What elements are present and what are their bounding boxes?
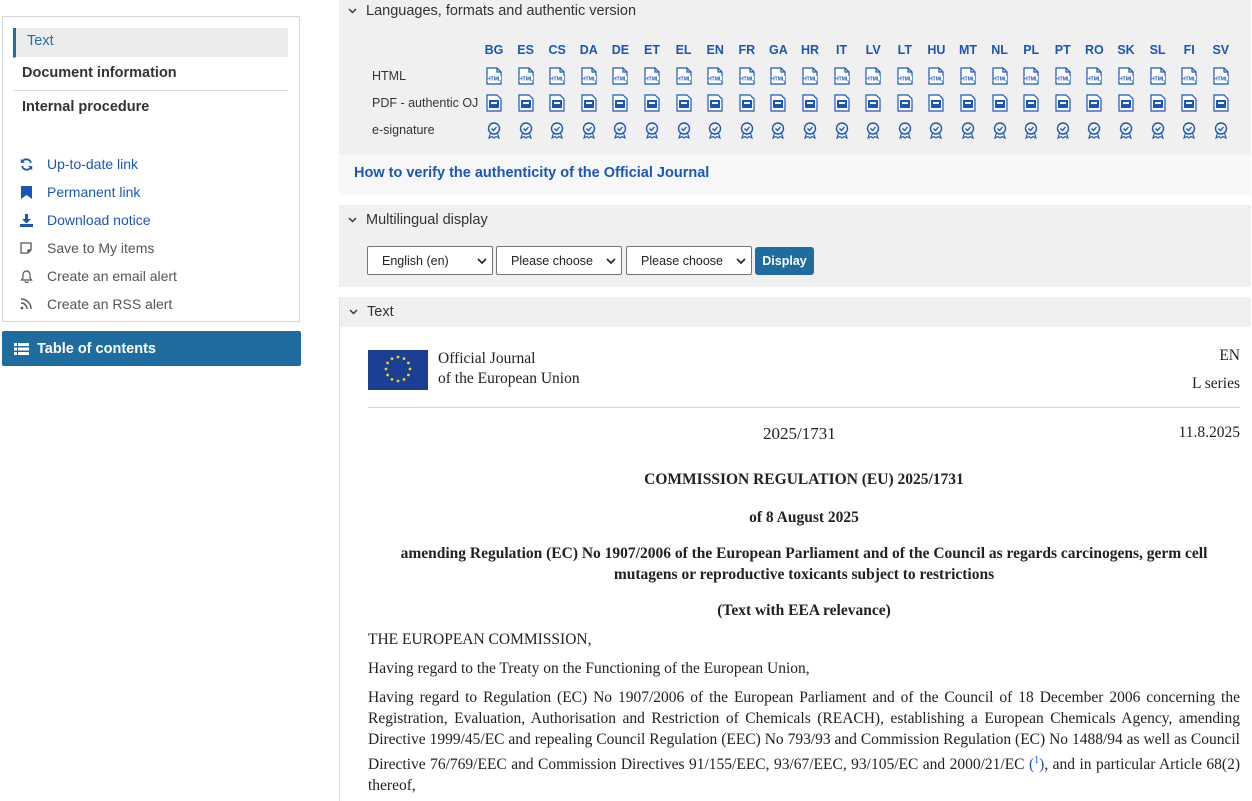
regulation-date: of 8 August 2025 bbox=[749, 509, 859, 526]
download-icon bbox=[19, 213, 33, 227]
svg-text:HTML: HTML bbox=[676, 76, 691, 83]
oj-title-line2: of the European Union bbox=[438, 370, 580, 387]
create-rss-alert-label: Create an RSS alert bbox=[47, 296, 173, 312]
refresh-icon bbox=[19, 157, 33, 171]
pdf-icon[interactable] bbox=[706, 94, 724, 112]
html-icon[interactable] bbox=[706, 67, 724, 85]
svg-text:HTML: HTML bbox=[834, 76, 849, 83]
lang-code-sk[interactable]: SK bbox=[1117, 43, 1135, 57]
pdf-icon[interactable] bbox=[801, 94, 819, 112]
pdf-icon[interactable] bbox=[517, 94, 535, 112]
svg-text:HTML: HTML bbox=[1150, 76, 1165, 83]
sidebar bbox=[2, 16, 300, 322]
oj-date: 11.8.2025 bbox=[1178, 424, 1240, 441]
esignature-icon[interactable] bbox=[738, 121, 756, 139]
paragraph-reach bbox=[368, 687, 1240, 796]
sidebar-item-internal-procedure[interactable]: Internal procedure bbox=[22, 99, 150, 115]
pdf-icon[interactable] bbox=[1180, 94, 1198, 112]
svg-text:HTML: HTML bbox=[581, 76, 596, 83]
display-button[interactable]: Display bbox=[755, 247, 814, 275]
lang-code-fi[interactable]: FI bbox=[1183, 43, 1195, 57]
svg-text:HTML: HTML bbox=[1024, 76, 1039, 83]
regulation-subject: amending Regulation (EC) No 1907/2006 of the European Parliament and of the Council as regards carcinogens, germ cell mutagens or reproductive toxicants subject to restrictions bbox=[400, 545, 1208, 583]
permanent-link-label: Permanent link bbox=[47, 184, 141, 200]
chevron-down-icon bbox=[349, 309, 359, 315]
esignature-icon[interactable] bbox=[864, 121, 882, 139]
footnote-close: ) bbox=[1039, 756, 1045, 774]
esignature-icon[interactable] bbox=[611, 121, 629, 139]
pdf-icon[interactable] bbox=[991, 94, 1009, 112]
row-label-pdf: PDF - authentic OJ bbox=[372, 96, 479, 110]
bell-icon bbox=[19, 269, 33, 283]
paragraph-treaty: Having regard to the Treaty on the Functioning of the European Union, bbox=[368, 660, 810, 677]
esignature-icon[interactable] bbox=[896, 121, 914, 139]
download-notice[interactable] bbox=[19, 206, 299, 234]
oj-number: 2025/1731 bbox=[763, 424, 836, 443]
pdf-icon[interactable] bbox=[580, 94, 598, 112]
html-icon[interactable] bbox=[611, 67, 629, 85]
esignature-icon[interactable] bbox=[643, 121, 661, 139]
svg-text:HTML: HTML bbox=[992, 76, 1007, 83]
html-icon[interactable] bbox=[517, 67, 535, 85]
chevron-down-icon bbox=[736, 255, 746, 269]
language-select-3[interactable] bbox=[626, 246, 752, 275]
chevron-down-icon bbox=[348, 217, 358, 223]
text-panel-title: Text bbox=[367, 304, 394, 320]
paragraph-reach-tail: , and in particular Article 68(2) thereof, bbox=[368, 756, 1241, 795]
lang-code-es[interactable]: ES bbox=[517, 43, 534, 57]
svg-text:HTML: HTML bbox=[645, 76, 659, 83]
esignature-icon[interactable] bbox=[580, 121, 598, 139]
esignature-icon[interactable] bbox=[833, 121, 851, 139]
html-icon[interactable] bbox=[485, 67, 503, 85]
paragraph-commission: THE EUROPEAN COMMISSION, bbox=[368, 631, 592, 648]
html-icon[interactable] bbox=[643, 67, 661, 85]
save-to-my-items-label: Save to My items bbox=[47, 240, 155, 256]
lang-code-bg[interactable]: BG bbox=[484, 43, 504, 57]
svg-text:HTML: HTML bbox=[550, 76, 565, 83]
lang-code-sv[interactable]: SV bbox=[1212, 43, 1230, 57]
html-icon[interactable] bbox=[1054, 67, 1072, 85]
esignature-icon[interactable] bbox=[927, 121, 945, 139]
save-to-my-items[interactable] bbox=[19, 234, 299, 262]
lang-code-mt[interactable]: MT bbox=[958, 43, 978, 57]
html-icon[interactable] bbox=[1085, 67, 1103, 85]
eea-relevance: (Text with EEA relevance) bbox=[717, 602, 891, 619]
languages-panel-title: Languages, formats and authentic version bbox=[366, 2, 637, 19]
svg-text:HTML: HTML bbox=[866, 76, 881, 83]
pdf-icon[interactable] bbox=[959, 94, 977, 112]
create-email-alert-label: Create an email alert bbox=[47, 268, 177, 284]
languages-panel bbox=[339, 0, 1251, 195]
pdf-icon[interactable] bbox=[864, 94, 882, 112]
html-icon[interactable] bbox=[738, 67, 756, 85]
html-icon[interactable] bbox=[833, 67, 851, 85]
svg-text:HTML: HTML bbox=[487, 76, 501, 83]
html-icon[interactable] bbox=[1212, 67, 1230, 85]
oj-title bbox=[438, 349, 580, 389]
regulation-title: COMMISSION REGULATION (EU) 2025/1731 bbox=[644, 471, 964, 488]
pdf-icon[interactable] bbox=[643, 94, 661, 112]
permanent-link[interactable] bbox=[19, 178, 299, 206]
svg-text:HTML: HTML bbox=[1213, 76, 1228, 83]
esignature-icon[interactable] bbox=[1117, 121, 1135, 139]
html-icon[interactable] bbox=[1180, 67, 1198, 85]
eu-flag-icon bbox=[368, 350, 428, 390]
svg-text:HTML: HTML bbox=[1119, 76, 1133, 83]
lang-code-da[interactable]: DA bbox=[579, 43, 598, 57]
esignature-icon[interactable] bbox=[1149, 121, 1167, 139]
html-icon[interactable] bbox=[959, 67, 977, 85]
sidebar-item-text[interactable]: Text bbox=[13, 28, 288, 58]
html-icon[interactable] bbox=[1149, 67, 1167, 85]
pdf-icon[interactable] bbox=[1149, 94, 1167, 112]
chevron-down-icon bbox=[477, 255, 487, 269]
language-select-2[interactable] bbox=[496, 246, 622, 275]
language-select-1[interactable] bbox=[367, 246, 493, 275]
lang-code-cs[interactable]: CS bbox=[548, 43, 566, 57]
footnote-link[interactable] bbox=[1029, 756, 1044, 773]
table-of-contents-label: Table of contents bbox=[37, 340, 156, 357]
esignature-icon[interactable] bbox=[706, 121, 724, 139]
svg-text:HTML: HTML bbox=[771, 76, 786, 83]
multilingual-panel bbox=[339, 205, 1251, 287]
chevron-down-icon bbox=[348, 8, 358, 14]
html-icon[interactable] bbox=[896, 67, 914, 85]
up-to-date-link-label: Up-to-date link bbox=[47, 156, 139, 172]
lang-code-ro[interactable]: RO bbox=[1085, 43, 1104, 57]
lang-code-sl[interactable]: SL bbox=[1149, 43, 1166, 57]
languages-panel-header[interactable] bbox=[339, 0, 1251, 21]
pdf-icon[interactable] bbox=[1212, 94, 1230, 112]
pdf-icon[interactable] bbox=[1054, 94, 1072, 112]
text-panel bbox=[339, 297, 1251, 801]
esignature-icon[interactable] bbox=[959, 121, 977, 139]
language-select-1-value: English (en) bbox=[382, 253, 449, 268]
chevron-down-icon bbox=[606, 255, 616, 269]
html-icon[interactable] bbox=[801, 67, 819, 85]
esignature-icon[interactable] bbox=[485, 121, 503, 139]
svg-text:HTML: HTML bbox=[897, 76, 912, 83]
footnote-open: ( bbox=[1028, 756, 1035, 774]
esignature-icon[interactable] bbox=[517, 121, 535, 139]
esignature-icon[interactable] bbox=[1085, 121, 1103, 139]
table-of-contents-button[interactable] bbox=[2, 331, 301, 366]
pdf-icon[interactable] bbox=[896, 94, 914, 112]
svg-text:HTML: HTML bbox=[1087, 76, 1102, 83]
pdf-icon[interactable] bbox=[485, 94, 503, 112]
verify-authenticity-link[interactable]: How to verify the authenticity of the Official Journal bbox=[354, 165, 710, 181]
lang-code-el[interactable]: EL bbox=[675, 43, 692, 57]
svg-text:HTML: HTML bbox=[708, 76, 723, 83]
text-panel-header[interactable] bbox=[340, 297, 1251, 327]
oj-language: EN bbox=[1219, 347, 1240, 364]
language-select-3-value: Please choose bbox=[641, 253, 724, 268]
multilingual-panel-header[interactable] bbox=[339, 205, 1251, 235]
divider bbox=[368, 407, 1240, 408]
lang-code-pt[interactable]: PT bbox=[1054, 43, 1071, 57]
esignature-icon[interactable] bbox=[1180, 121, 1198, 139]
bookmark-icon bbox=[19, 185, 33, 199]
esignature-icon[interactable] bbox=[1212, 121, 1230, 139]
paragraph-reach-text: Having regard to Regulation (EC) No 1907/2006 of the European Parliament and of the Council of 18 December 2006 concerning the Registration, Evaluation, Authorisation and Restriction of Chemicals (REACH), establishing a European Chemicals Agency, amending Directive 1999/45/EC and repealing Council Regulation (EEC) No 793/93 and Commission Regulation (EC) No 1488/94 as well as Council Directive 76/769/EEC and Commission Directives 91/155/EEC, 93/67/EEC, 93/105/EC and 2000/21/EC bbox=[368, 689, 1240, 774]
lang-code-fr[interactable]: FR bbox=[738, 43, 756, 57]
pdf-icon[interactable] bbox=[1117, 94, 1135, 112]
pdf-icon[interactable] bbox=[927, 94, 945, 112]
download-notice-label: Download notice bbox=[47, 212, 151, 228]
html-icon[interactable] bbox=[580, 67, 598, 85]
pdf-icon[interactable] bbox=[675, 94, 693, 112]
rss-icon bbox=[19, 297, 33, 311]
html-icon[interactable] bbox=[927, 67, 945, 85]
sidebar-nav bbox=[3, 17, 299, 124]
oj-series: L series bbox=[1191, 375, 1240, 392]
esignature-icon[interactable] bbox=[769, 121, 787, 139]
html-icon[interactable] bbox=[675, 67, 693, 85]
multilingual-panel-title: Multilingual display bbox=[366, 212, 488, 228]
pdf-icon[interactable] bbox=[738, 94, 756, 112]
html-icon[interactable] bbox=[1022, 67, 1040, 85]
esignature-icon[interactable] bbox=[801, 121, 819, 139]
create-rss-alert[interactable] bbox=[19, 290, 299, 318]
footnote-number: 1 bbox=[1034, 755, 1040, 766]
note-icon bbox=[19, 241, 33, 255]
svg-text:HTML: HTML bbox=[1055, 76, 1070, 83]
esignature-icon[interactable] bbox=[675, 121, 693, 139]
lang-code-hr[interactable]: HR bbox=[800, 43, 820, 57]
html-icon[interactable] bbox=[1117, 67, 1135, 85]
html-icon[interactable] bbox=[548, 67, 566, 85]
esignature-icon[interactable] bbox=[991, 121, 1009, 139]
pdf-icon[interactable] bbox=[1085, 94, 1103, 112]
lang-code-ga[interactable]: GA bbox=[769, 43, 788, 57]
lang-code-lt[interactable]: LT bbox=[897, 43, 912, 57]
oj-title-line1: Official Journal bbox=[438, 350, 536, 367]
lang-code-it[interactable]: IT bbox=[836, 43, 848, 57]
svg-text:HTML: HTML bbox=[518, 76, 533, 83]
html-icon[interactable] bbox=[864, 67, 882, 85]
lang-code-en[interactable]: EN bbox=[706, 43, 724, 57]
html-icon[interactable] bbox=[991, 67, 1009, 85]
svg-text:HTML: HTML bbox=[961, 76, 975, 83]
pdf-icon[interactable] bbox=[833, 94, 851, 112]
sidebar-item-document-information[interactable]: Document information bbox=[13, 58, 288, 91]
row-label-html: HTML bbox=[372, 69, 407, 83]
list-icon bbox=[14, 343, 29, 355]
svg-text:HTML: HTML bbox=[739, 76, 754, 83]
language-select-2-value: Please choose bbox=[511, 253, 594, 268]
lang-code-pl[interactable]: PL bbox=[1023, 43, 1040, 57]
lang-code-de[interactable]: DE bbox=[611, 43, 630, 57]
lang-code-hu[interactable]: HU bbox=[927, 43, 946, 57]
esignature-icon[interactable] bbox=[1054, 121, 1072, 139]
svg-text:HTML: HTML bbox=[1182, 76, 1197, 83]
svg-text:HTML: HTML bbox=[613, 76, 628, 83]
svg-text:HTML: HTML bbox=[803, 76, 817, 83]
esignature-icon[interactable] bbox=[548, 121, 566, 139]
html-icon[interactable] bbox=[769, 67, 787, 85]
create-email-alert[interactable] bbox=[19, 262, 299, 290]
sidebar-actions bbox=[3, 150, 299, 318]
svg-text:HTML: HTML bbox=[929, 76, 944, 83]
lang-code-lv[interactable]: LV bbox=[865, 43, 881, 57]
pdf-icon[interactable] bbox=[548, 94, 566, 112]
pdf-icon[interactable] bbox=[611, 94, 629, 112]
esignature-icon[interactable] bbox=[1022, 121, 1040, 139]
pdf-icon[interactable] bbox=[1022, 94, 1040, 112]
lang-code-nl[interactable]: NL bbox=[991, 43, 1008, 57]
lang-code-et[interactable]: ET bbox=[644, 43, 660, 57]
up-to-date-link[interactable] bbox=[19, 150, 299, 178]
pdf-icon[interactable] bbox=[769, 94, 787, 112]
row-label-esignature: e-signature bbox=[372, 123, 435, 137]
